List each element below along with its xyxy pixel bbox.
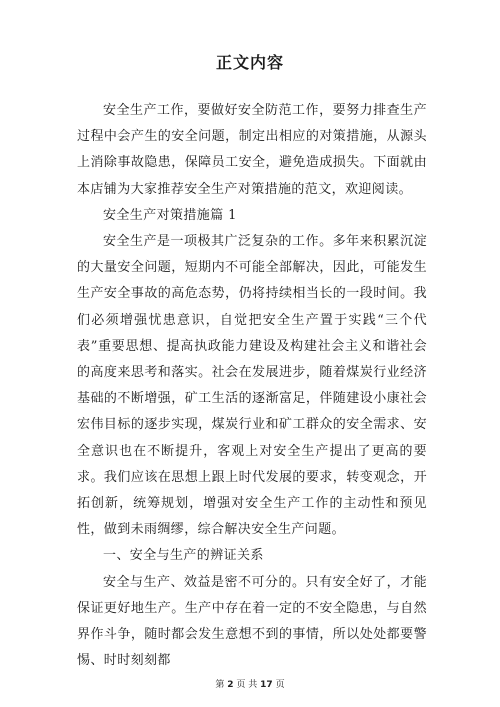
- intro-paragraph: 安全生产工作，要做好安全防范工作，要努力排查生产过程中会产生的安全问题，制定出相应的对策措施，从源头上消除事故隐患，保障员工安全，避免造成损失。下面就由本店铺为大家推荐安全生产对策措施的范文，欢迎阅读。: [77, 103, 427, 197]
- section-title: 安全生产对策措施篇 1: [103, 207, 237, 223]
- body-paragraph: 安全生产是一项极其广泛复杂的工作。多年来积累沉淀的大量安全问题，短期内不可能全部解决，因此，可能发生生产安全事故的高危态势，仍将持续相当长的一段时间。我们必须增强忧患意识，自觉把安全生产置于实践“三个代表”重要思想、提高执政能力建设及构建社会主义和谐社会的高度来思考和落实。社会在发展进步，随着煤炭行业经济基础的不断增强，矿工生活的逐渐富足，伴随建设小康社会宏伟目标的逐步实现，煤炭行业和矿工群众的安全需求、安全意识也在不断提升，客观上对安全生产提出了更高的要求。我们应该在思想上跟上时代发展的要求，转变观念，开拓创新，统筹规划，增强对安全生产工作的主动性和预见性，做到未雨绸缪，综合解决安全生产问题。: [77, 234, 427, 538]
- document-body: [77, 98, 427, 674]
- subsection-heading: 一、安全与生产的辨证关系: [103, 548, 264, 564]
- page-footer: [0, 677, 500, 690]
- body-paragraph: 安全与生产、效益是密不可分的。只有安全好了，才能保证更好地生产。生产中存在着一定的不安全隐患，与自然界作斗争，随时都会发生意想不到的事情，所以处处都要警惕、时时刻刻都: [77, 574, 427, 669]
- current-page-number: 2: [227, 680, 234, 690]
- footer-suffix: 页: [275, 680, 285, 690]
- page-title: 正文内容: [215, 53, 284, 72]
- footer-middle: 页 共: [236, 680, 258, 690]
- footer-prefix: 第: [215, 680, 225, 690]
- total-page-count: 17: [260, 680, 273, 690]
